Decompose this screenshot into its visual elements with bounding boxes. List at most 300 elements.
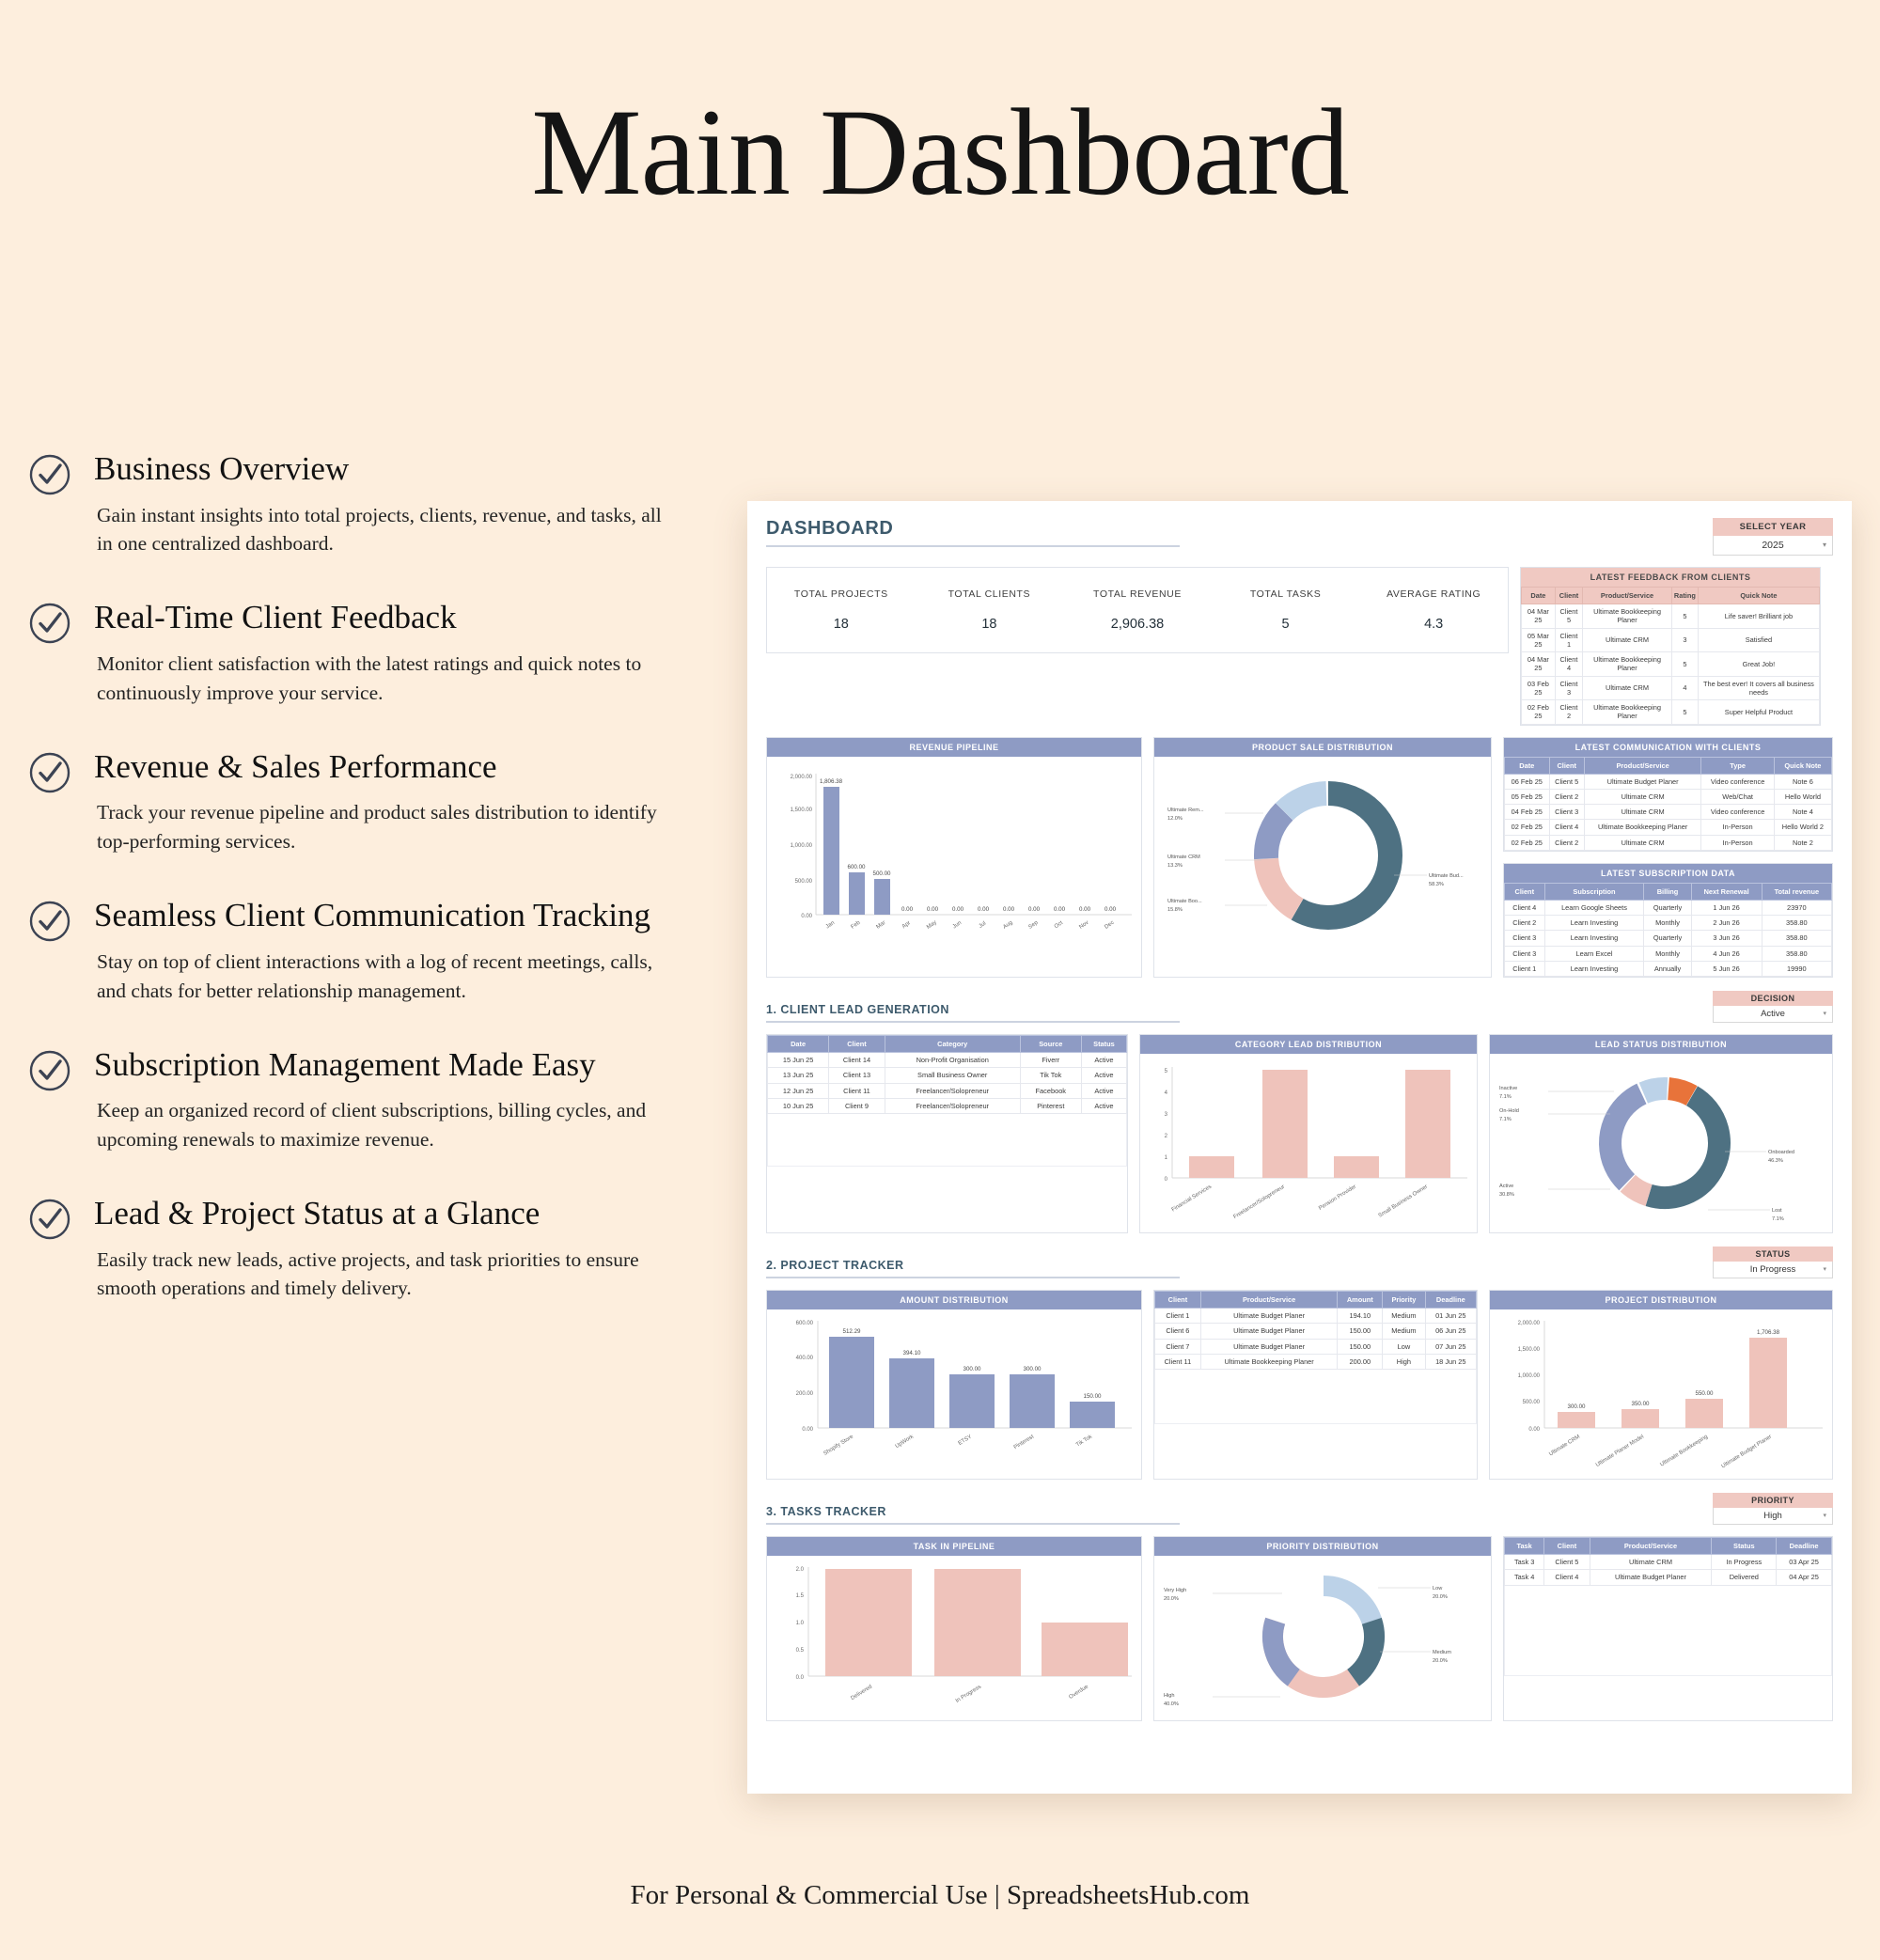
card-title: PRIORITY DISTRIBUTION (1154, 1537, 1491, 1556)
cell: 04 Mar 25 (1522, 604, 1556, 629)
cell: Learn Investing (1544, 916, 1644, 931)
cell: 15 Jun 25 (768, 1053, 829, 1068)
cell: Client 4 (1549, 820, 1584, 835)
svg-text:Ultimate Bookkeeping: Ultimate Bookkeeping (1659, 1434, 1710, 1468)
cell: Task 4 (1505, 1570, 1544, 1585)
cell: Satisfied (1698, 628, 1819, 652)
dashboard-row-1 (766, 737, 1833, 979)
kpi-total-clients (916, 568, 1064, 652)
tasks-tracker-table (1504, 1537, 1832, 1676)
table-row (1505, 900, 1832, 915)
empty-row (1155, 1370, 1477, 1424)
svg-text:2,000.00: 2,000.00 (790, 774, 812, 780)
col-header: Client (1155, 1292, 1201, 1309)
col-header: Status (1712, 1538, 1777, 1555)
svg-text:600.00: 600.00 (795, 1321, 813, 1326)
cell: Ultimate Budget Planer (1200, 1309, 1338, 1324)
cell: 5 (1671, 700, 1698, 725)
cell: 5 Jun 26 (1691, 961, 1762, 976)
table-row (1522, 676, 1820, 700)
feature-title: Lead & Project Status at a Glance (94, 1195, 540, 1232)
card-latest-communication (1503, 737, 1833, 852)
cell: Ultimate Bookkeeping Planer (1583, 604, 1672, 629)
cell: Annually (1644, 961, 1691, 976)
cell: Active (1081, 1068, 1126, 1083)
cell: In-Person (1701, 835, 1774, 850)
feature-item (28, 600, 743, 707)
svg-text:Low: Low (1433, 1586, 1443, 1592)
cell: 194.10 (1338, 1309, 1383, 1324)
svg-text:Ultimate Rem...: Ultimate Rem... (1167, 807, 1204, 813)
feature-item (28, 749, 743, 856)
table-row (1155, 1354, 1477, 1369)
col-header: Product/Service (1200, 1292, 1338, 1309)
feature-item (28, 1047, 743, 1154)
page-title: Main Dashboard (531, 83, 1349, 221)
cell: Non-Profit Organisation (885, 1053, 1020, 1068)
priority-text: High (1763, 1511, 1782, 1521)
table-row (1505, 789, 1832, 804)
svg-text:Sep: Sep (1027, 919, 1040, 931)
task-pipeline-chart (767, 1556, 1141, 1720)
cell: Client 9 (829, 1098, 885, 1113)
svg-text:Very High: Very High (1164, 1588, 1187, 1593)
kpi-total-projects (767, 568, 916, 652)
card-task-in-pipeline (766, 1536, 1142, 1721)
cell: 04 Apr 25 (1777, 1570, 1832, 1585)
section-title: 2. PROJECT TRACKER (766, 1259, 1180, 1278)
col-header: Product/Service (1583, 588, 1672, 604)
check-circle-icon (28, 900, 71, 943)
svg-text:1,000.00: 1,000.00 (790, 842, 812, 849)
svg-text:Aug: Aug (1002, 919, 1014, 931)
cell: 04 Feb 25 (1505, 805, 1550, 820)
cell: Low (1383, 1339, 1425, 1354)
svg-text:58.3%: 58.3% (1429, 881, 1444, 887)
svg-text:High: High (1164, 1693, 1175, 1699)
cell: Client 2 (1549, 835, 1584, 850)
chevron-down-icon: ▾ (1823, 1513, 1826, 1519)
cell: Freelancer/Solopreneur (885, 1083, 1020, 1098)
cell: Active (1081, 1083, 1126, 1098)
section-title: 3. TASKS TRACKER (766, 1505, 1180, 1525)
svg-text:1,806.38: 1,806.38 (819, 777, 843, 785)
cell: Web/Chat (1701, 789, 1774, 804)
col-header: Date (768, 1036, 829, 1053)
cell: Client 5 (1555, 604, 1582, 629)
table-row (1505, 916, 1832, 931)
card-amount-distribution (766, 1290, 1142, 1480)
feature-title: Subscription Management Made Easy (94, 1045, 596, 1083)
feature-title: Business Overview (94, 450, 350, 487)
svg-text:Jun: Jun (951, 919, 964, 930)
svg-text:2: 2 (1164, 1134, 1167, 1139)
svg-text:12.0%: 12.0% (1167, 815, 1183, 822)
cell: 05 Mar 25 (1522, 628, 1556, 652)
cell: 358.80 (1762, 946, 1831, 961)
cell: Pinterest (1020, 1098, 1081, 1113)
svg-text:Overdue: Overdue (1068, 1684, 1090, 1701)
cell: Note 6 (1774, 774, 1831, 789)
svg-text:1.0: 1.0 (795, 1621, 804, 1626)
svg-text:2,000.00: 2,000.00 (1517, 1321, 1540, 1326)
svg-text:Apr: Apr (901, 919, 912, 930)
col-header: Quick Note (1698, 588, 1819, 604)
feature-body: Keep an organized record of client subscriptions, billing cycles, and upcoming renewals to maximize revenue. (97, 1099, 647, 1152)
cell: 12 Jun 25 (768, 1083, 829, 1098)
section-title: 1. CLIENT LEAD GENERATION (766, 1003, 1180, 1023)
cell: Ultimate CRM (1583, 628, 1672, 652)
svg-text:Oct: Oct (1053, 919, 1064, 930)
priority-filter[interactable] (1713, 1493, 1833, 1525)
decision-filter[interactable] (1713, 991, 1833, 1023)
cell: Video conference (1701, 774, 1774, 789)
cell: Client 2 (1555, 700, 1582, 725)
kpi-label: TOTAL TASKS (1249, 588, 1322, 600)
svg-text:500.00: 500.00 (872, 870, 891, 877)
svg-text:Freelancer/Solopreneur: Freelancer/Solopreneur (1232, 1184, 1287, 1221)
dashboard-header (766, 518, 1833, 556)
table-row (1505, 946, 1832, 961)
cell: Fiverr (1020, 1053, 1081, 1068)
svg-text:550.00: 550.00 (1695, 1390, 1714, 1397)
svg-text:20.0%: 20.0% (1433, 1594, 1448, 1600)
section-3-header (766, 1493, 1833, 1525)
cell: Quarterly (1644, 931, 1691, 946)
cell: Ultimate Bookkeeping Planer (1583, 652, 1672, 677)
cell: Task 3 (1505, 1555, 1544, 1570)
svg-text:1,000.00: 1,000.00 (1517, 1373, 1540, 1379)
cell: Medium (1383, 1324, 1425, 1339)
svg-text:7.1%: 7.1% (1772, 1216, 1784, 1222)
kpi-label: TOTAL PROJECTS (793, 588, 888, 600)
card-title: TASK IN PIPELINE (767, 1537, 1141, 1556)
cell: Ultimate Budget Planer (1200, 1339, 1338, 1354)
cell: Client 3 (1555, 676, 1582, 700)
cell: High (1383, 1354, 1425, 1369)
cell: The best ever! It covers all business needs (1698, 676, 1819, 700)
svg-text:1,500.00: 1,500.00 (1517, 1347, 1540, 1353)
svg-text:UpWork: UpWork (894, 1434, 916, 1450)
col-header: Task (1505, 1538, 1544, 1555)
status-text: In Progress (1749, 1264, 1796, 1275)
priority-value[interactable] (1713, 1508, 1833, 1525)
latest-feedback-table (1521, 587, 1820, 725)
kpi-value: 4.3 (1424, 617, 1444, 632)
svg-text:Onboarded: Onboarded (1768, 1150, 1794, 1155)
svg-text:300.00: 300.00 (1567, 1403, 1586, 1410)
svg-text:Small Business Owner: Small Business Owner (1377, 1184, 1430, 1219)
cell: 358.80 (1762, 916, 1831, 931)
cell: Client 13 (829, 1068, 885, 1083)
feature-body: Monitor client satisfaction with the latest ratings and quick notes to continuously improve your service. (97, 651, 642, 704)
card-latest-subscription (1503, 863, 1833, 978)
cell: Hello World 2 (1774, 820, 1831, 835)
empty-row (768, 1114, 1127, 1167)
svg-text:Dec: Dec (1104, 919, 1116, 931)
col-header: Client (1555, 588, 1582, 604)
svg-text:0.00: 0.00 (802, 1427, 813, 1433)
svg-text:Ultimate CRM: Ultimate CRM (1167, 854, 1200, 860)
decision-label: DECISION (1713, 991, 1833, 1006)
svg-text:0: 0 (1164, 1177, 1167, 1183)
cell: Client 5 (1544, 1555, 1590, 1570)
card-title: LATEST SUBSCRIPTION DATA (1504, 864, 1832, 883)
cell: Client 6 (1155, 1324, 1201, 1339)
cell: Ultimate Bookkeeping Planer (1200, 1354, 1338, 1369)
cell: Client 7 (1155, 1339, 1201, 1354)
cell: 04 Mar 25 (1522, 652, 1556, 677)
feature-title: Real-Time Client Feedback (94, 599, 457, 636)
col-header: Next Renewal (1691, 883, 1762, 900)
dashboard-row-2 (766, 1034, 1833, 1233)
cell: 02 Feb 25 (1505, 835, 1550, 850)
svg-text:200.00: 200.00 (795, 1391, 813, 1397)
table-row (1522, 700, 1820, 725)
cell: Ultimate Bookkeeping Planer (1584, 820, 1701, 835)
svg-text:500.00: 500.00 (1522, 1400, 1540, 1405)
priority-label: PRIORITY (1713, 1493, 1833, 1508)
cell: Ultimate Bookkeeping Planer (1583, 700, 1672, 725)
cell: 06 Feb 25 (1505, 774, 1550, 789)
cell: Client 11 (829, 1083, 885, 1098)
svg-text:300.00: 300.00 (963, 1366, 981, 1372)
cell: Ultimate CRM (1584, 805, 1701, 820)
chevron-down-icon: ▾ (1822, 541, 1826, 549)
col-header: Client (1544, 1538, 1590, 1555)
col-header: Client (1549, 757, 1584, 774)
card-title: CATEGORY LEAD DISTRIBUTION (1140, 1035, 1477, 1054)
col-header: Status (1081, 1036, 1126, 1053)
cell: Client 3 (1505, 946, 1545, 961)
cell: Learn Investing (1544, 961, 1644, 976)
cell: 19990 (1762, 961, 1831, 976)
table-row (1505, 805, 1832, 820)
svg-text:1: 1 (1164, 1155, 1167, 1161)
cell: Client 4 (1555, 652, 1582, 677)
select-year-label: SELECT YEAR (1713, 518, 1833, 536)
svg-text:150.00: 150.00 (1083, 1393, 1102, 1400)
feature-title: Seamless Client Communication Tracking (94, 897, 651, 934)
right-stack-1 (1503, 737, 1833, 979)
cell: Client 4 (1544, 1570, 1590, 1585)
svg-text:Financial Services: Financial Services (1170, 1184, 1214, 1214)
card-title: PRODUCT SALE DISTRIBUTION (1154, 738, 1491, 757)
table-row (1505, 1570, 1832, 1585)
svg-text:7.1%: 7.1% (1499, 1094, 1512, 1100)
lead-status-donut (1490, 1054, 1832, 1232)
cell: Ultimate Budget Planer (1584, 774, 1701, 789)
cell: 10 Jun 25 (768, 1098, 829, 1113)
table-row (1155, 1324, 1477, 1339)
cell: Life saver! Brilliant job (1698, 604, 1819, 629)
dashboard-screenshot (747, 501, 1852, 1794)
chevron-down-icon: ▾ (1823, 1266, 1826, 1273)
svg-text:15.8%: 15.8% (1167, 906, 1183, 913)
col-header: Source (1020, 1036, 1081, 1053)
cell: Client 1 (1505, 961, 1545, 976)
cell: Ultimate CRM (1584, 789, 1701, 804)
client-lead-table (767, 1035, 1127, 1167)
svg-text:4: 4 (1164, 1090, 1167, 1096)
card-title: REVENUE PIPELINE (767, 738, 1141, 757)
card-title: AMOUNT DISTRIBUTION (767, 1291, 1141, 1309)
cell: 07 Jun 25 (1425, 1339, 1476, 1354)
card-category-lead-distribution (1139, 1034, 1478, 1233)
card-lead-status-distribution (1489, 1034, 1833, 1233)
cell: Ultimate Budget Planer (1200, 1324, 1338, 1339)
table-row (1505, 774, 1832, 789)
card-title: LATEST FEEDBACK FROM CLIENTS (1521, 568, 1820, 587)
cell: Tik Tok (1020, 1068, 1081, 1083)
decision-value[interactable] (1713, 1006, 1833, 1023)
col-header: Rating (1671, 588, 1698, 604)
kpi-total-revenue (1063, 568, 1212, 652)
svg-text:Tik Tok: Tik Tok (1075, 1434, 1094, 1449)
cell: Monthly (1644, 916, 1691, 931)
svg-text:1,500.00: 1,500.00 (790, 807, 812, 813)
cell: Client 3 (1505, 931, 1545, 946)
cell: Client 4 (1505, 900, 1545, 915)
svg-text:Pinterest: Pinterest (1012, 1434, 1036, 1451)
status-filter[interactable] (1713, 1247, 1833, 1278)
cell: 150.00 (1338, 1324, 1383, 1339)
check-circle-icon (28, 1049, 71, 1092)
card-product-sale-distribution (1153, 737, 1492, 979)
svg-text:7.1%: 7.1% (1499, 1117, 1512, 1122)
col-header: Amount (1338, 1292, 1383, 1309)
svg-text:Feb: Feb (850, 919, 862, 931)
card-project-distribution (1489, 1290, 1833, 1480)
cell: Learn Investing (1544, 931, 1644, 946)
svg-text:13.3%: 13.3% (1167, 862, 1183, 869)
col-header: Quick Note (1774, 757, 1831, 774)
cell: 200.00 (1338, 1354, 1383, 1369)
table-row (1155, 1309, 1477, 1324)
col-header: Client (829, 1036, 885, 1053)
svg-text:0.00: 0.00 (1078, 905, 1091, 913)
latest-communication-table (1504, 757, 1832, 851)
cell: Client 5 (1549, 774, 1584, 789)
chevron-down-icon: ▾ (1823, 1011, 1826, 1017)
svg-text:394.10: 394.10 (902, 1350, 921, 1356)
svg-text:40.0%: 40.0% (1164, 1701, 1179, 1707)
svg-text:300.00: 300.00 (1023, 1366, 1042, 1372)
cell: Active (1081, 1053, 1126, 1068)
card-title: PROJECT DISTRIBUTION (1490, 1291, 1832, 1309)
table-row (1522, 604, 1820, 629)
table-row (768, 1083, 1127, 1098)
cell: 06 Jun 25 (1425, 1324, 1476, 1339)
kpi-total-tasks (1212, 568, 1360, 652)
col-header: Deadline (1425, 1292, 1476, 1309)
cell: 3 Jun 26 (1691, 931, 1762, 946)
col-header: Date (1505, 757, 1550, 774)
cell: Client 2 (1505, 916, 1545, 931)
select-year-value[interactable] (1713, 536, 1833, 556)
status-value[interactable] (1713, 1262, 1833, 1278)
feature-item (28, 451, 743, 558)
cell: Delivered (1712, 1570, 1777, 1585)
col-header: Subscription (1544, 883, 1644, 900)
svg-text:Jan: Jan (824, 919, 837, 930)
table-row (768, 1068, 1127, 1083)
latest-subscription-table (1504, 883, 1832, 977)
feature-item (28, 1196, 743, 1303)
cell: 3 (1671, 628, 1698, 652)
svg-text:In Progress: In Progress (954, 1684, 983, 1704)
cell: 18 Jun 25 (1425, 1354, 1476, 1369)
svg-text:0.00: 0.00 (801, 913, 812, 919)
empty-row (1505, 1585, 1832, 1675)
priority-donut (1154, 1556, 1491, 1720)
cell: 150.00 (1338, 1339, 1383, 1354)
decision-text: Active (1761, 1009, 1785, 1019)
cell: Ultimate CRM (1584, 835, 1701, 850)
feature-body: Stay on top of client interactions with a log of recent meetings, calls, and chats for better relationship management. (97, 949, 653, 1002)
kpi-strip (766, 567, 1509, 653)
svg-text:On-Hold: On-Hold (1499, 1108, 1519, 1114)
svg-text:30.8%: 30.8% (1499, 1192, 1514, 1198)
cell: 1 Jun 26 (1691, 900, 1762, 915)
kpi-label: TOTAL CLIENTS (948, 588, 1031, 600)
cell: Learn Google Sheets (1544, 900, 1644, 915)
svg-text:0.00: 0.00 (1528, 1427, 1540, 1433)
kpi-average-rating (1359, 568, 1508, 652)
cell: 02 Feb 25 (1522, 700, 1556, 725)
svg-text:Ultimate Planer Model: Ultimate Planer Model (1594, 1434, 1646, 1468)
dashboard-title: DASHBOARD (766, 518, 1180, 547)
table-row (1505, 961, 1832, 976)
svg-text:0.00: 0.00 (1104, 905, 1117, 913)
svg-text:1,706.38: 1,706.38 (1756, 1329, 1780, 1336)
cell: Great Job! (1698, 652, 1819, 677)
cell: Facebook (1020, 1083, 1081, 1098)
select-year-text: 2025 (1762, 540, 1784, 551)
category-lead-chart (1140, 1054, 1477, 1232)
kpi-label: AVERAGE RATING (1386, 588, 1481, 600)
col-header: Priority (1383, 1292, 1425, 1309)
product-sale-donut (1154, 757, 1491, 954)
cell: Learn Excel (1544, 946, 1644, 961)
table-row (1505, 835, 1832, 850)
card-tasks-table (1503, 1536, 1833, 1721)
cell: 03 Apr 25 (1777, 1555, 1832, 1570)
cell: 5 (1671, 652, 1698, 677)
dashboard-row-4 (766, 1536, 1833, 1721)
svg-text:0.00: 0.00 (1053, 905, 1066, 913)
check-circle-icon (28, 453, 71, 496)
table-row (1505, 931, 1832, 946)
select-year-control[interactable] (1713, 518, 1833, 556)
feature-list (28, 451, 743, 1344)
svg-text:2.0: 2.0 (795, 1567, 804, 1573)
svg-text:3: 3 (1164, 1112, 1167, 1118)
cell: Super Helpful Product (1698, 700, 1819, 725)
cell: 358.80 (1762, 931, 1831, 946)
table-row (1155, 1339, 1477, 1354)
footer-note: For Personal & Commercial Use | SpreadsheetsHub.com (630, 1880, 1250, 1910)
svg-text:46.3%: 46.3% (1768, 1158, 1783, 1164)
svg-text:Mar: Mar (875, 919, 887, 931)
feature-body: Track your revenue pipeline and product sales distribution to identify top-performing services. (97, 801, 657, 854)
cell: Client 14 (829, 1053, 885, 1068)
card-priority-distribution (1153, 1536, 1492, 1721)
svg-text:350.00: 350.00 (1631, 1401, 1650, 1407)
check-circle-icon (28, 602, 71, 645)
project-tracker-table (1154, 1291, 1477, 1424)
kpi-value: 2,906.38 (1110, 617, 1165, 632)
